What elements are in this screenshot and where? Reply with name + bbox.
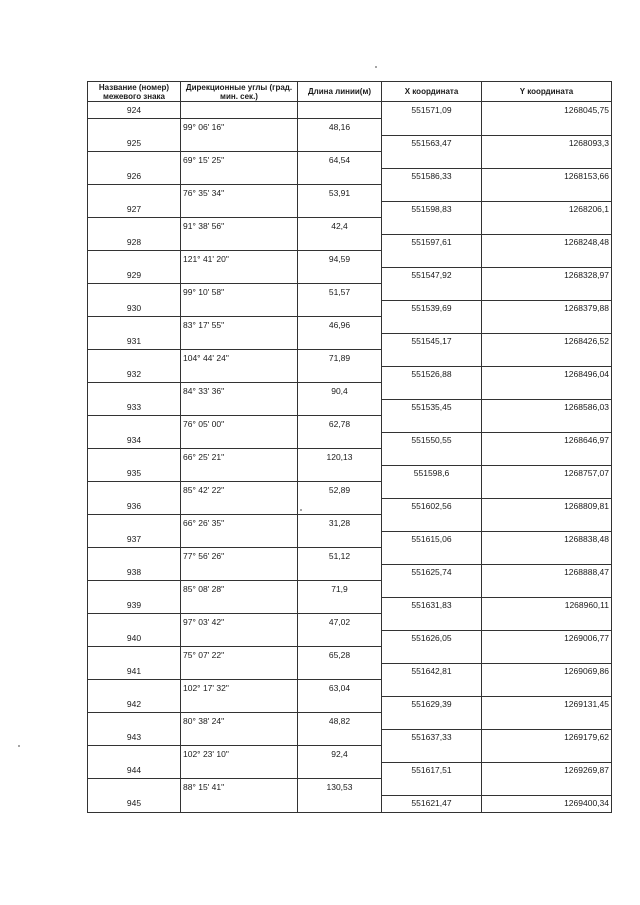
y-coordinate-cell [482,449,612,466]
x-coordinate-cell [382,746,482,763]
angle-cell [181,300,298,317]
segment-row [88,713,612,730]
angle-cell: 66° 25' 21" [181,449,298,466]
point-row [88,465,612,482]
point-row [88,168,612,185]
point-row [88,135,612,152]
length-cell: 31,28 [298,515,382,532]
angle-cell [181,168,298,185]
y-coordinate-cell [482,218,612,235]
scan-speck [18,745,20,747]
point-name-cell: 934 [88,432,181,449]
x-coordinate-cell: 551545,17 [382,333,482,350]
angle-cell: 76° 05' 00" [181,416,298,433]
x-coordinate-cell: 551563,47 [382,135,482,152]
point-name-cell: 929 [88,267,181,284]
length-cell [298,234,382,251]
point-row [88,630,612,647]
point-name-cell [88,218,181,235]
point-name-cell: 942 [88,696,181,713]
y-coordinate-cell [482,350,612,367]
x-coordinate-cell [382,680,482,697]
angle-cell [181,531,298,548]
length-cell: 90,4 [298,383,382,400]
y-coordinate-cell: 1268496,04 [482,366,612,383]
x-coordinate-cell: 551547,92 [382,267,482,284]
segment-row [88,317,612,334]
point-row [88,795,612,812]
point-name-cell: 935 [88,465,181,482]
y-coordinate-cell: 1268757,07 [482,465,612,482]
angle-cell: 121° 41' 20" [181,251,298,268]
length-cell: 62,78 [298,416,382,433]
point-row [88,234,612,251]
y-coordinate-cell: 1268328,97 [482,267,612,284]
length-cell: 92,4 [298,746,382,763]
length-cell [298,267,382,284]
table-body [88,102,612,813]
angle-cell: 102° 23' 10" [181,746,298,763]
length-cell: 48,82 [298,713,382,730]
angle-cell [181,399,298,416]
x-coordinate-cell [382,317,482,334]
point-name-cell: 945 [88,795,181,812]
y-coordinate-cell [482,647,612,664]
angle-cell: 66° 26' 35" [181,515,298,532]
y-coordinate-cell: 1268379,88 [482,300,612,317]
angle-cell [181,267,298,284]
point-name-cell [88,779,181,796]
x-coordinate-cell: 551631,83 [382,597,482,614]
point-name-cell [88,548,181,565]
x-coordinate-cell: 551625,74 [382,564,482,581]
length-cell [298,300,382,317]
x-coordinate-cell: 551539,69 [382,300,482,317]
y-coordinate-cell: 1268960,11 [482,597,612,614]
point-row [88,663,612,680]
table-header [88,82,612,102]
boundary-coordinates-table [87,81,612,813]
length-cell: 94,59 [298,251,382,268]
segment-row [88,680,612,697]
x-coordinate-cell: 551550,55 [382,432,482,449]
point-name-cell: 937 [88,531,181,548]
y-coordinate-cell [482,548,612,565]
segment-row [88,350,612,367]
x-coordinate-cell [382,515,482,532]
angle-cell [181,465,298,482]
point-name-cell [88,383,181,400]
y-coordinate-cell: 1269269,87 [482,762,612,779]
y-coordinate-cell [482,152,612,169]
point-row [88,366,612,383]
point-name-cell [88,284,181,301]
segment-row [88,779,612,796]
length-cell [298,630,382,647]
segment-row [88,515,612,532]
point-name-cell [88,251,181,268]
point-name-cell [88,680,181,697]
point-row [88,432,612,449]
point-name-cell: 931 [88,333,181,350]
header-y: Y координата [482,82,612,102]
x-coordinate-cell [382,284,482,301]
x-coordinate-cell [382,449,482,466]
x-coordinate-cell [382,482,482,499]
length-cell: 52,89 [298,482,382,499]
y-coordinate-cell: 1269131,45 [482,696,612,713]
point-row [88,267,612,284]
point-row [88,729,612,746]
x-coordinate-cell: 551615,06 [382,531,482,548]
length-cell [298,762,382,779]
y-coordinate-cell: 1268153,66 [482,168,612,185]
x-coordinate-cell: 551626,05 [382,630,482,647]
angle-cell [181,762,298,779]
angle-cell: 88° 15' 41" [181,779,298,796]
length-cell [298,135,382,152]
segment-row [88,482,612,499]
length-cell [298,333,382,350]
length-cell [298,564,382,581]
angle-cell: 69° 15' 25" [181,152,298,169]
point-name-cell: 926 [88,168,181,185]
y-coordinate-cell [482,515,612,532]
x-coordinate-cell [382,218,482,235]
point-row [88,333,612,350]
x-coordinate-cell: 551642,81 [382,663,482,680]
segment-row [88,614,612,631]
length-cell [298,729,382,746]
segment-row [88,119,612,136]
angle-cell: 99° 10' 58" [181,284,298,301]
length-cell: 53,91 [298,185,382,202]
segment-row [88,185,612,202]
x-coordinate-cell: 551571,09 [382,102,482,119]
x-coordinate-cell: 551617,51 [382,762,482,779]
point-name-cell [88,119,181,136]
segment-row [88,218,612,235]
point-name-cell: 927 [88,201,181,218]
y-coordinate-cell [482,284,612,301]
x-coordinate-cell: 551598,83 [382,201,482,218]
segment-row [88,746,612,763]
point-name-cell: 932 [88,366,181,383]
y-coordinate-cell: 1268646,97 [482,432,612,449]
length-cell: 120,13 [298,449,382,466]
angle-cell: 104° 44' 24" [181,350,298,367]
angle-cell: 84° 33' 36" [181,383,298,400]
y-coordinate-cell: 1268248,48 [482,234,612,251]
length-cell [298,498,382,515]
angle-cell [181,201,298,218]
y-coordinate-cell [482,251,612,268]
length-cell: 48,16 [298,119,382,136]
y-coordinate-cell [482,713,612,730]
point-row [88,102,612,119]
y-coordinate-cell [482,614,612,631]
y-coordinate-cell [482,746,612,763]
length-cell: 63,04 [298,680,382,697]
y-coordinate-cell [482,416,612,433]
point-name-cell: 941 [88,663,181,680]
x-coordinate-cell [382,350,482,367]
segment-row [88,416,612,433]
length-cell: 65,28 [298,647,382,664]
angle-cell: 76° 35' 34" [181,185,298,202]
y-coordinate-cell: 1268206,1 [482,201,612,218]
y-coordinate-cell: 1268093,3 [482,135,612,152]
x-coordinate-cell: 551637,33 [382,729,482,746]
y-coordinate-cell [482,581,612,598]
angle-cell [181,135,298,152]
x-coordinate-cell: 551598,6 [382,465,482,482]
y-coordinate-cell [482,185,612,202]
segment-row [88,152,612,169]
x-coordinate-cell [382,185,482,202]
header-row [88,82,612,102]
point-name-cell [88,152,181,169]
length-cell: 64,54 [298,152,382,169]
x-coordinate-cell: 551526,88 [382,366,482,383]
angle-cell [181,729,298,746]
point-name-cell [88,416,181,433]
angle-cell: 91° 38' 56" [181,218,298,235]
point-name-cell: 939 [88,597,181,614]
angle-cell [181,333,298,350]
length-cell [298,432,382,449]
angle-cell: 77° 56' 26" [181,548,298,565]
length-cell: 71,9 [298,581,382,598]
x-coordinate-cell [382,779,482,796]
length-cell [298,795,382,812]
segment-row [88,449,612,466]
x-coordinate-cell: 551535,45 [382,399,482,416]
y-coordinate-cell: 1269006,77 [482,630,612,647]
segment-row [88,284,612,301]
point-name-cell [88,713,181,730]
x-coordinate-cell [382,251,482,268]
segment-row [88,383,612,400]
x-coordinate-cell [382,383,482,400]
length-cell [298,465,382,482]
point-name-cell [88,449,181,466]
length-cell [298,102,382,119]
point-name-cell [88,350,181,367]
length-cell [298,663,382,680]
point-name-cell [88,614,181,631]
point-name-cell: 936 [88,498,181,515]
x-coordinate-cell: 551621,47 [382,795,482,812]
point-name-cell: 928 [88,234,181,251]
point-row [88,531,612,548]
length-cell [298,168,382,185]
y-coordinate-cell: 1269069,86 [482,663,612,680]
angle-cell: 75° 07' 22" [181,647,298,664]
angle-cell: 80° 38' 24" [181,713,298,730]
segment-row [88,251,612,268]
y-coordinate-cell [482,680,612,697]
point-name-cell [88,482,181,499]
point-row [88,762,612,779]
y-coordinate-cell [482,383,612,400]
x-coordinate-cell: 551597,61 [382,234,482,251]
angle-cell [181,234,298,251]
segment-row [88,647,612,664]
length-cell: 51,12 [298,548,382,565]
x-coordinate-cell: 551629,39 [382,696,482,713]
point-row [88,597,612,614]
y-coordinate-cell: 1268809,81 [482,498,612,515]
y-coordinate-cell: 1268888,47 [482,564,612,581]
point-row [88,564,612,581]
length-cell [298,399,382,416]
x-coordinate-cell [382,548,482,565]
x-coordinate-cell: 551586,33 [382,168,482,185]
point-name-cell: 925 [88,135,181,152]
header-x: X координата [382,82,482,102]
angle-cell [181,498,298,515]
segment-row [88,581,612,598]
y-coordinate-cell: 1268426,52 [482,333,612,350]
length-cell: 51,57 [298,284,382,301]
point-row [88,696,612,713]
point-name-cell: 930 [88,300,181,317]
point-row [88,399,612,416]
angle-cell [181,366,298,383]
angle-cell [181,795,298,812]
angle-cell: 99° 06' 16" [181,119,298,136]
x-coordinate-cell: 551602,56 [382,498,482,515]
y-coordinate-cell: 1268586,03 [482,399,612,416]
x-coordinate-cell [382,416,482,433]
angle-cell: 83° 17' 55" [181,317,298,334]
y-coordinate-cell: 1269179,62 [482,729,612,746]
header-angle: Дирекционные углы (град. мин. сек.) [181,82,298,102]
angle-cell: 97° 03' 42" [181,614,298,631]
point-name-cell [88,515,181,532]
length-cell [298,597,382,614]
length-cell: 47,02 [298,614,382,631]
angle-cell [181,630,298,647]
length-cell: 46,96 [298,317,382,334]
point-name-cell [88,581,181,598]
length-cell [298,696,382,713]
y-coordinate-cell [482,317,612,334]
y-coordinate-cell: 1268838,48 [482,531,612,548]
length-cell: 42,4 [298,218,382,235]
angle-cell: 102° 17' 32" [181,680,298,697]
x-coordinate-cell [382,581,482,598]
length-cell: 130,53 [298,779,382,796]
point-name-cell [88,317,181,334]
y-coordinate-cell [482,482,612,499]
scan-speck [375,66,377,68]
header-name: Название (номер) межевого знака [88,82,181,102]
point-name-cell [88,647,181,664]
x-coordinate-cell [382,119,482,136]
angle-cell [181,663,298,680]
length-cell [298,366,382,383]
angle-cell [181,564,298,581]
point-name-cell: 944 [88,762,181,779]
y-coordinate-cell [482,779,612,796]
point-row [88,201,612,218]
angle-cell [181,696,298,713]
angle-cell: 85° 42' 22" [181,482,298,499]
y-coordinate-cell: 1269400,34 [482,795,612,812]
point-name-cell [88,185,181,202]
x-coordinate-cell [382,152,482,169]
length-cell [298,201,382,218]
y-coordinate-cell: 1268045,75 [482,102,612,119]
angle-cell [181,102,298,119]
segment-row [88,548,612,565]
point-row [88,300,612,317]
length-cell [298,531,382,548]
point-name-cell: 943 [88,729,181,746]
x-coordinate-cell [382,713,482,730]
y-coordinate-cell [482,119,612,136]
point-name-cell: 938 [88,564,181,581]
angle-cell [181,432,298,449]
point-name-cell: 940 [88,630,181,647]
x-coordinate-cell [382,647,482,664]
point-name-cell: 933 [88,399,181,416]
point-name-cell [88,746,181,763]
x-coordinate-cell [382,614,482,631]
length-cell: 71,89 [298,350,382,367]
angle-cell: 85° 08' 28" [181,581,298,598]
header-length: Длина линии(м) [298,82,382,102]
point-name-cell: 924 [88,102,181,119]
point-row [88,498,612,515]
angle-cell [181,597,298,614]
